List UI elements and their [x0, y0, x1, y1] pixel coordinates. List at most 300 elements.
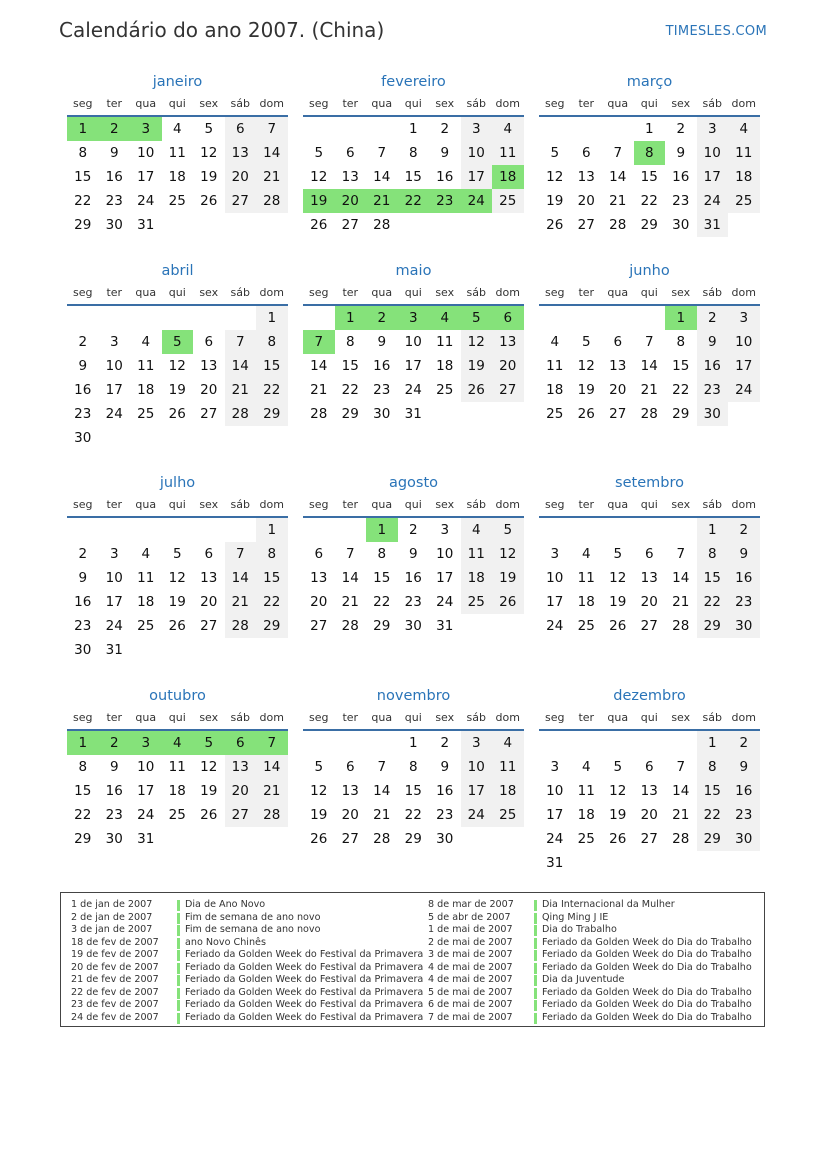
month-name: setembro [615, 475, 684, 491]
weekday-label: sáb [466, 711, 486, 724]
day-cell: 12 [168, 358, 186, 374]
day-cell: 14 [256, 141, 288, 165]
day-cell: 28 [341, 618, 359, 634]
empty-cell [539, 306, 571, 330]
day-grid [303, 518, 524, 638]
weekday-header [539, 707, 760, 731]
day-cell: 8 [377, 546, 387, 562]
weekday-label: qui [404, 97, 422, 110]
day-cell: 29 [256, 614, 288, 638]
day-cell: 2 [676, 121, 686, 137]
holiday-day-cell: 1 [335, 306, 367, 330]
legend-date: 1 de jan de 2007 [71, 899, 153, 910]
day-cell: 20 [609, 382, 627, 398]
day-cell: 22 [256, 378, 288, 402]
holiday-day-cell: 2 [99, 731, 131, 755]
day-cell: 24 [105, 406, 123, 422]
day-cell: 27 [200, 618, 218, 634]
day-cell: 5 [550, 145, 560, 161]
empty-cell [99, 518, 131, 542]
day-cell: 5 [172, 546, 182, 562]
day-cell: 17 [105, 382, 123, 398]
legend-date: 4 de mai de 2007 [428, 974, 513, 985]
legend-holiday-name: Feriado da Golden Week do Dia do Trabalho [542, 1011, 752, 1023]
day-cell: 3 [728, 306, 760, 330]
day-cell: 16 [436, 783, 454, 799]
legend-holiday-name: Dia da Juventude [542, 974, 625, 985]
empty-cell [602, 306, 634, 330]
month-setembro [539, 472, 760, 638]
legend-row [428, 962, 752, 975]
day-cell: 17 [697, 165, 729, 189]
weekday-label: sáb [230, 97, 250, 110]
day-cell: 13 [200, 570, 218, 586]
day-cell: 15 [74, 783, 92, 799]
weekday-header [539, 93, 760, 117]
empty-cell [335, 518, 367, 542]
day-cell: 12 [609, 570, 627, 586]
month-name: maio [395, 263, 432, 279]
day-cell: 18 [492, 779, 524, 803]
holiday-day-cell: 4 [429, 306, 461, 330]
day-cell: 29 [341, 406, 359, 422]
day-cell: 9 [78, 570, 88, 586]
legend-date: 3 de mai de 2007 [428, 949, 513, 960]
day-cell: 30 [697, 402, 729, 426]
day-cell: 6 [644, 759, 654, 775]
day-cell: 17 [546, 594, 564, 610]
day-cell: 23 [74, 406, 92, 422]
weekday-label: qua [135, 286, 157, 299]
day-cell: 21 [609, 193, 627, 209]
day-cell: 24 [137, 807, 155, 823]
weekday-label: qui [168, 498, 186, 511]
day-cell: 16 [697, 354, 729, 378]
legend-marker [177, 913, 180, 924]
day-cell: 7 [644, 334, 654, 350]
weekday-label: dom [259, 286, 284, 299]
day-cell: 27 [341, 217, 359, 233]
month-name: janeiro [152, 74, 203, 90]
day-cell: 12 [310, 169, 328, 185]
day-cell: 14 [373, 169, 391, 185]
weekday-label: ter [342, 498, 359, 511]
month-janeiro [67, 71, 288, 237]
day-cell: 12 [492, 542, 524, 566]
day-cell: 17 [105, 594, 123, 610]
legend-holiday-name: Fim de semana de ano novo [185, 911, 321, 923]
empty-cell [366, 731, 398, 755]
day-cell: 5 [314, 145, 324, 161]
day-cell: 11 [492, 755, 524, 779]
day-cell: 13 [640, 570, 658, 586]
legend-marker [177, 925, 180, 936]
weekday-label: sex [671, 498, 691, 511]
day-cell: 19 [609, 594, 627, 610]
day-cell: 28 [225, 402, 257, 426]
weekday-label: seg [545, 286, 565, 299]
legend-date: 2 de mai de 2007 [428, 936, 513, 948]
legend-holiday-name: Feriado da Golden Week do Festival da Primavera [185, 949, 424, 960]
day-cell: 19 [546, 193, 564, 209]
day-cell: 23 [672, 193, 690, 209]
day-cell: 16 [404, 570, 422, 586]
day-cell: 25 [436, 382, 454, 398]
day-cell: 27 [577, 217, 595, 233]
legend-marker [177, 988, 180, 999]
weekday-label: sáb [230, 498, 250, 511]
day-cell: 29 [697, 827, 729, 851]
day-cell: 20 [225, 779, 257, 803]
month-agosto [303, 472, 524, 638]
day-cell: 26 [546, 217, 564, 233]
legend-holiday-name: Dia do Trabalho [542, 924, 617, 935]
day-cell: 29 [256, 402, 288, 426]
empty-cell [602, 117, 634, 141]
legend-date: 7 de mai de 2007 [428, 1011, 513, 1023]
day-cell: 13 [640, 783, 658, 799]
day-cell: 22 [697, 590, 729, 614]
day-cell: 13 [200, 358, 218, 374]
weekday-label: qui [404, 286, 422, 299]
weekday-label: ter [578, 97, 595, 110]
day-cell: 23 [105, 807, 123, 823]
day-cell: 17 [728, 354, 760, 378]
day-cell: 2 [697, 306, 729, 330]
weekday-label: qui [168, 711, 186, 724]
day-cell: 26 [200, 807, 218, 823]
day-cell: 13 [492, 330, 524, 354]
day-cell: 8 [256, 330, 288, 354]
day-cell: 18 [137, 382, 155, 398]
day-cell: 25 [577, 618, 595, 634]
day-cell: 24 [461, 803, 493, 827]
day-cell: 29 [697, 614, 729, 638]
day-cell: 23 [697, 378, 729, 402]
day-cell: 12 [168, 570, 186, 586]
weekday-label: seg [309, 711, 329, 724]
day-cell: 3 [109, 546, 119, 562]
day-cell: 19 [200, 783, 218, 799]
day-cell: 10 [728, 330, 760, 354]
day-grid [539, 306, 760, 426]
day-cell: 13 [341, 169, 359, 185]
day-cell: 30 [404, 618, 422, 634]
month-abril [67, 260, 288, 450]
day-cell: 25 [492, 803, 524, 827]
weekday-label: qui [640, 498, 658, 511]
weekday-label: seg [545, 711, 565, 724]
legend-marker [177, 950, 180, 961]
weekday-label: ter [578, 498, 595, 511]
legend-marker [177, 1013, 180, 1024]
legend-row [71, 962, 423, 975]
day-cell: 21 [256, 165, 288, 189]
day-cell: 14 [609, 169, 627, 185]
legend-date: 20 de fev de 2007 [71, 961, 159, 973]
day-cell: 5 [204, 121, 214, 137]
weekday-label: sex [435, 711, 455, 724]
legend-row [71, 899, 423, 912]
day-cell: 15 [640, 169, 658, 185]
holiday-day-cell: 6 [492, 306, 524, 330]
legend-date: 18 de fev de 2007 [71, 936, 159, 948]
legend-marker [177, 1000, 180, 1011]
day-cell: 10 [546, 570, 564, 586]
day-cell: 29 [672, 406, 690, 422]
day-cell: 21 [672, 594, 690, 610]
day-cell: 31 [436, 618, 454, 634]
weekday-label: sáb [466, 286, 486, 299]
day-cell: 18 [168, 783, 186, 799]
legend-holiday-name: Feriado da Golden Week do Dia do Trabalho [542, 986, 752, 998]
legend-marker [177, 975, 180, 986]
day-cell: 21 [640, 382, 658, 398]
day-cell: 15 [404, 783, 422, 799]
weekday-label: sáb [702, 97, 722, 110]
weekday-header [67, 282, 288, 306]
holiday-day-cell: 5 [193, 731, 225, 755]
empty-cell [634, 731, 666, 755]
day-cell: 27 [200, 406, 218, 422]
day-cell: 10 [137, 145, 155, 161]
legend-date: 8 de mar de 2007 [428, 899, 514, 910]
day-cell: 6 [613, 334, 623, 350]
day-cell: 27 [225, 803, 257, 827]
day-cell: 25 [728, 189, 760, 213]
legend-holiday-name: Feriado da Golden Week do Festival da Primavera [185, 1011, 424, 1023]
day-cell: 28 [373, 217, 391, 233]
weekday-label: qui [640, 97, 658, 110]
weekday-label: dom [731, 286, 756, 299]
weekday-label: qua [607, 711, 629, 724]
day-cell: 3 [550, 759, 560, 775]
weekday-label: ter [578, 286, 595, 299]
day-cell: 25 [137, 406, 155, 422]
day-cell: 26 [168, 618, 186, 634]
weekday-header [303, 282, 524, 306]
day-cell: 21 [225, 378, 257, 402]
holiday-day-cell: 7 [256, 731, 288, 755]
day-cell: 1 [697, 731, 729, 755]
day-cell: 22 [256, 590, 288, 614]
holiday-day-cell: 3 [130, 117, 162, 141]
holiday-day-cell: 18 [492, 165, 524, 189]
day-cell: 19 [577, 382, 595, 398]
day-cell: 7 [345, 546, 355, 562]
weekday-label: sex [435, 286, 455, 299]
day-cell: 4 [172, 121, 182, 137]
legend-row [428, 899, 752, 912]
day-cell: 28 [373, 831, 391, 847]
day-cell: 9 [728, 542, 760, 566]
empty-cell [366, 117, 398, 141]
day-cell: 24 [436, 594, 454, 610]
day-cell: 17 [461, 779, 493, 803]
day-cell: 20 [640, 594, 658, 610]
day-cell: 14 [256, 755, 288, 779]
holiday-day-cell: 19 [303, 189, 335, 213]
holiday-day-cell: 5 [461, 306, 493, 330]
day-cell: 21 [672, 807, 690, 823]
day-cell: 12 [609, 783, 627, 799]
holiday-day-cell: 23 [429, 189, 461, 213]
weekday-label: dom [731, 498, 756, 511]
legend-holiday-name: Dia Internacional da Mulher [542, 899, 675, 910]
weekday-label: seg [309, 97, 329, 110]
weekday-header [303, 93, 524, 117]
legend-row [428, 999, 752, 1012]
day-cell: 19 [200, 169, 218, 185]
weekday-label: seg [309, 498, 329, 511]
legend-marker [177, 938, 180, 949]
day-cell: 10 [105, 570, 123, 586]
holiday-day-cell: 4 [162, 731, 194, 755]
day-cell: 17 [137, 169, 155, 185]
weekday-header [67, 93, 288, 117]
holiday-day-cell: 3 [130, 731, 162, 755]
weekday-label: qui [168, 97, 186, 110]
day-cell: 6 [345, 145, 355, 161]
day-cell: 11 [461, 542, 493, 566]
weekday-header [539, 282, 760, 306]
weekday-label: sáb [702, 286, 722, 299]
day-cell: 7 [676, 759, 686, 775]
day-cell: 25 [546, 406, 564, 422]
legend-holiday-name: Qing Ming J IE [542, 911, 609, 923]
day-cell: 4 [461, 518, 493, 542]
day-cell: 7 [377, 759, 387, 775]
month-maio [303, 260, 524, 426]
weekday-label: dom [731, 711, 756, 724]
day-cell: 17 [436, 570, 454, 586]
day-cell: 21 [341, 594, 359, 610]
day-cell: 15 [256, 566, 288, 590]
empty-cell [303, 306, 335, 330]
weekday-label: sex [199, 498, 219, 511]
day-cell: 3 [440, 522, 450, 538]
day-cell: 27 [609, 406, 627, 422]
day-cell: 20 [225, 165, 257, 189]
legend-date: 3 de jan de 2007 [71, 924, 153, 935]
day-cell: 4 [581, 759, 591, 775]
day-cell: 3 [461, 117, 493, 141]
weekday-label: sáb [230, 286, 250, 299]
day-cell: 20 [640, 807, 658, 823]
day-cell: 12 [461, 330, 493, 354]
holiday-day-cell: 2 [366, 306, 398, 330]
day-cell: 3 [461, 731, 493, 755]
day-cell: 7 [676, 546, 686, 562]
day-cell: 22 [640, 193, 658, 209]
day-cell: 27 [640, 831, 658, 847]
weekday-label: sex [671, 97, 691, 110]
empty-cell [130, 518, 162, 542]
empty-cell [665, 731, 697, 755]
day-cell: 27 [492, 378, 524, 402]
day-cell: 23 [105, 193, 123, 209]
day-cell: 9 [440, 145, 450, 161]
empty-cell [67, 518, 99, 542]
day-cell: 31 [404, 406, 422, 422]
weekday-label: dom [495, 97, 520, 110]
empty-cell [225, 518, 257, 542]
day-cell: 9 [109, 759, 119, 775]
legend-row [428, 974, 752, 987]
day-cell: 14 [225, 566, 257, 590]
weekday-label: qua [607, 498, 629, 511]
day-cell: 1 [256, 306, 288, 330]
day-cell: 2 [408, 522, 418, 538]
day-cell: 18 [137, 594, 155, 610]
day-cell: 14 [373, 783, 391, 799]
day-grid [539, 731, 760, 875]
brand-link[interactable]: TIMESLES.COM [665, 24, 767, 39]
day-cell: 11 [137, 570, 155, 586]
day-cell: 8 [78, 145, 88, 161]
day-cell: 19 [310, 807, 328, 823]
month-fevereiro [303, 71, 524, 237]
legend-marker [534, 1000, 537, 1011]
day-cell: 5 [581, 334, 591, 350]
day-cell: 20 [341, 807, 359, 823]
month-outubro [67, 685, 288, 851]
day-cell: 15 [697, 779, 729, 803]
day-cell: 23 [728, 590, 760, 614]
day-cell: 18 [728, 165, 760, 189]
day-cell: 29 [404, 831, 422, 847]
holiday-day-cell: 3 [398, 306, 430, 330]
month-name: novembro [376, 688, 451, 704]
day-cell: 6 [581, 145, 591, 161]
day-cell: 9 [697, 330, 729, 354]
weekday-label: qui [640, 711, 658, 724]
day-cell: 26 [310, 831, 328, 847]
day-cell: 14 [310, 358, 328, 374]
day-cell: 12 [200, 759, 218, 775]
day-cell: 7 [613, 145, 623, 161]
weekday-label: ter [342, 711, 359, 724]
day-grid [67, 117, 288, 237]
empty-cell [539, 518, 571, 542]
empty-cell [99, 306, 131, 330]
legend-marker [534, 975, 537, 986]
legend-date: 22 de fev de 2007 [71, 986, 159, 998]
day-cell: 16 [373, 358, 391, 374]
day-cell: 4 [141, 546, 151, 562]
day-cell: 14 [225, 354, 257, 378]
legend-date: 2 de jan de 2007 [71, 911, 153, 923]
empty-cell [193, 518, 225, 542]
month-novembro [303, 685, 524, 851]
day-cell: 16 [672, 169, 690, 185]
legend-date: 5 de mai de 2007 [428, 986, 513, 998]
legend-marker [534, 1013, 537, 1024]
day-cell: 20 [577, 193, 595, 209]
day-cell: 30 [105, 831, 123, 847]
weekday-label: seg [309, 286, 329, 299]
day-cell: 4 [728, 117, 760, 141]
weekday-label: dom [259, 97, 284, 110]
month-name: abril [161, 263, 194, 279]
legend-row [428, 1012, 752, 1025]
day-grid [539, 117, 760, 237]
month-name: dezembro [613, 688, 686, 704]
day-cell: 15 [672, 358, 690, 374]
day-cell: 31 [105, 642, 123, 658]
day-cell: 16 [74, 594, 92, 610]
month-name: março [626, 74, 673, 90]
